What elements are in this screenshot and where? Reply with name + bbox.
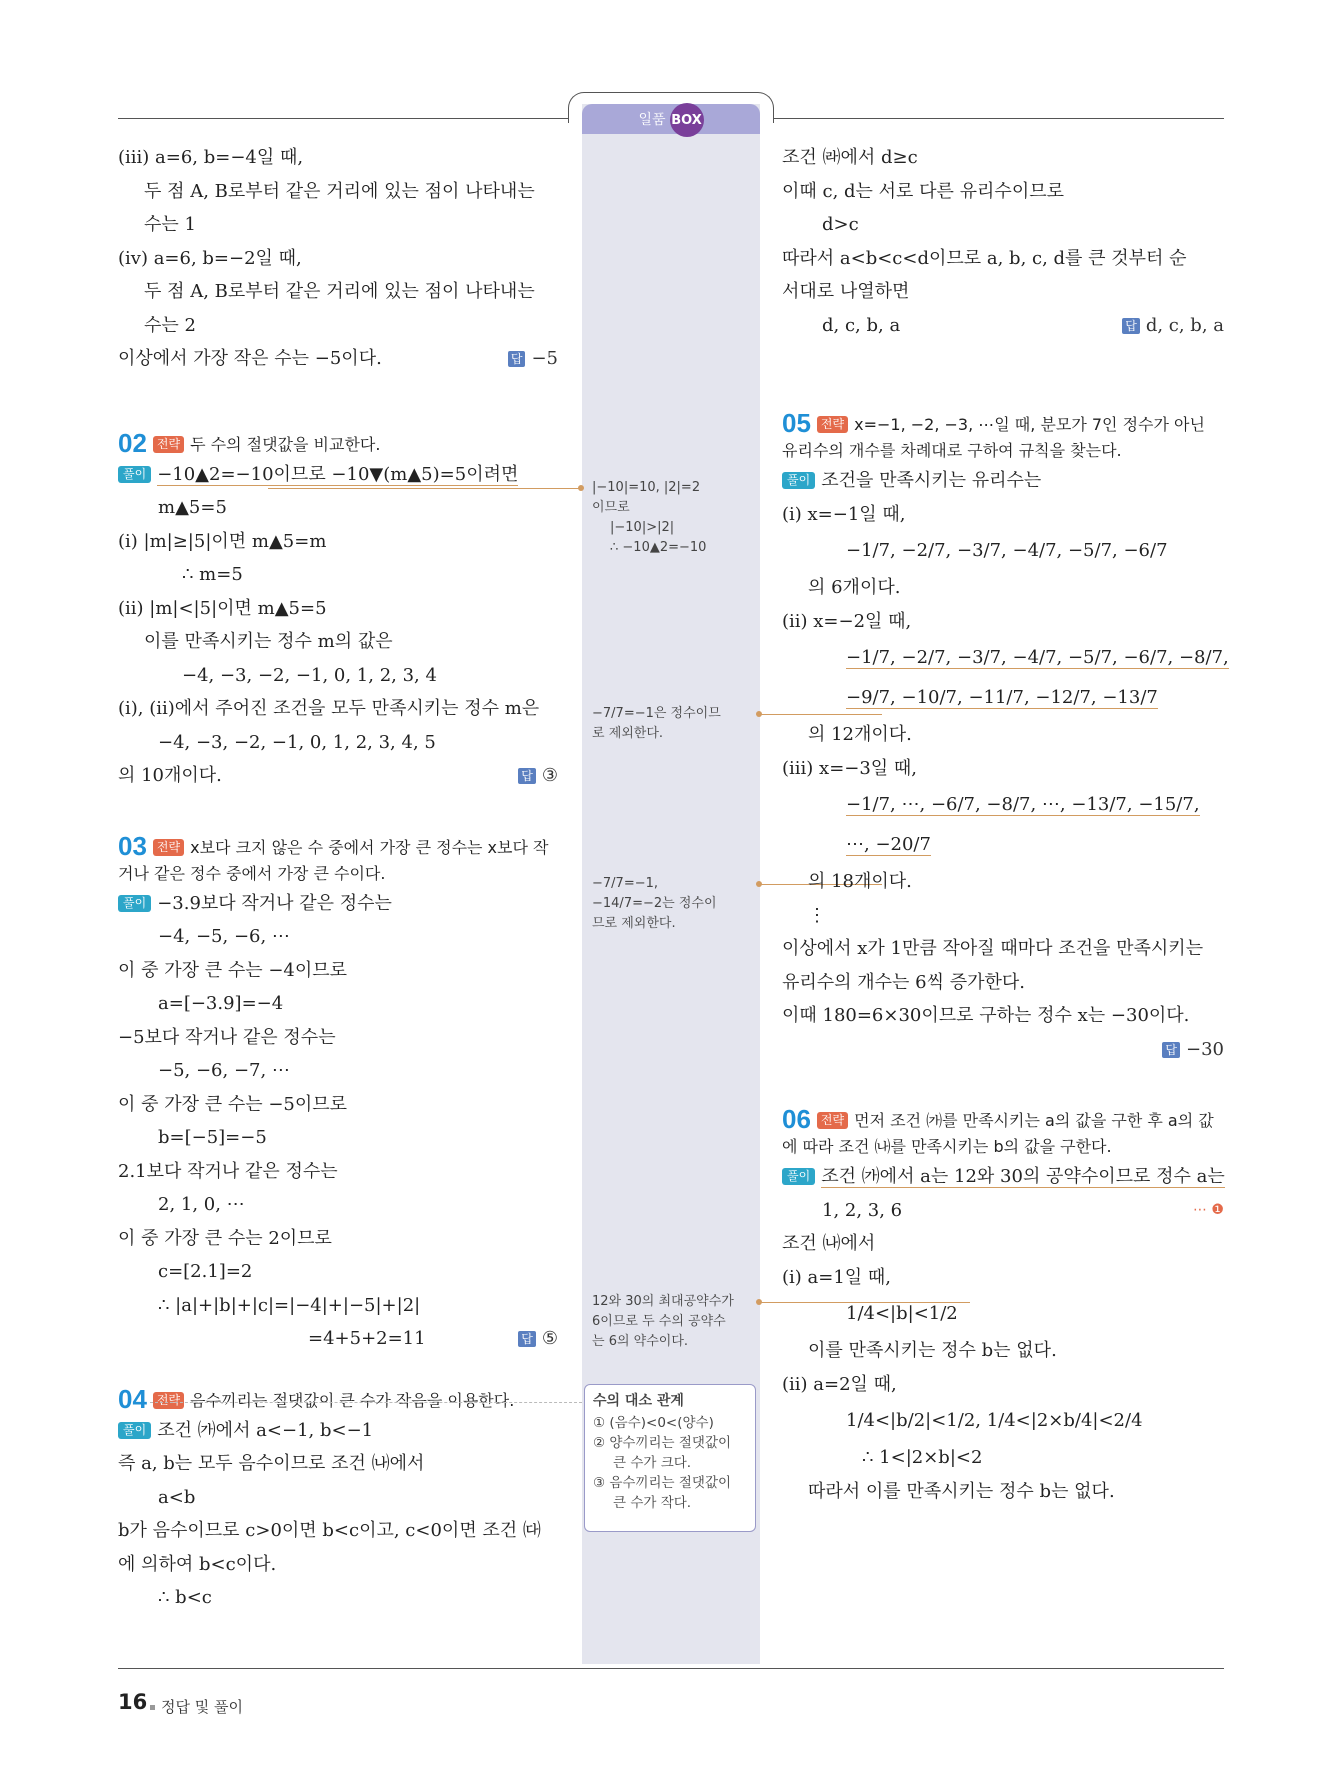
- fraction-text: −1/7, −2/7, −3/7, −4/7, −5/7, −6/7, −8/7,: [846, 647, 1229, 668]
- answer-mark: [518, 1322, 558, 1356]
- question-04-header: [118, 1383, 558, 1414]
- question-05-header: [782, 410, 1224, 464]
- box-item: 큰 수가 작다.: [613, 1495, 692, 1511]
- text-line: b가 음수이므로 c>0이면 b<c이고, c<0이면 조건 ㈐: [118, 1520, 541, 1541]
- strategy-badge: 전략: [153, 839, 184, 856]
- answer-value: ⑤: [541, 1328, 558, 1349]
- tab-box-badge: BOX: [670, 103, 704, 137]
- text-line: 유리수의 개수는 6씩 증가한다.: [782, 971, 1025, 993]
- answer-mark: [518, 759, 558, 793]
- conclusion-line: [118, 759, 558, 793]
- answer-mark: [1122, 309, 1224, 343]
- strategy-text: 음수끼리는 절댓값이 큰 수가 작음을 이용한다.: [190, 1390, 515, 1410]
- text-line: −5, −6, −7, ⋯: [158, 1060, 290, 1081]
- answer-value: ③: [541, 765, 558, 786]
- fraction-text: −1/7, ⋯, −6/7, −8/7, ⋯, −13/7, −15/7,: [846, 794, 1200, 815]
- strategy-text: 먼저 조건 ㈎를 만족시키는 a의 값을 구한 후 a의 값에 따라 조건 ㈏를 만족시키는 b의 값을 구한다.: [782, 1111, 1214, 1156]
- text-line: d>c: [822, 214, 859, 235]
- page-number: 16: [118, 1690, 148, 1714]
- note-line: |−10|>|2|: [610, 520, 675, 535]
- fraction-line: [782, 825, 1224, 865]
- text-line: (ⅰ), (ⅱ)에서 주어진 조건을 모두 만족시키는 정수 m은: [118, 698, 540, 719]
- text-line: c=[2.1]=2: [158, 1261, 253, 1282]
- question-number: 06: [782, 1104, 811, 1134]
- question-06-header: [782, 1106, 1224, 1160]
- strategy-badge: 전략: [817, 416, 848, 433]
- answer-value: d, c, b, a: [1145, 314, 1224, 336]
- fraction-line: [782, 678, 1224, 718]
- conclusion-line: [118, 1322, 558, 1356]
- text-line: =4+5+2=11: [308, 1328, 426, 1349]
- text-line: a<b: [158, 1486, 196, 1508]
- text-line: 의 18개이다.: [808, 871, 912, 892]
- text-line: ∴ 1<|2×b|<2: [862, 1447, 983, 1468]
- text-line: 조건을 만족시키는 유리수는: [821, 470, 1042, 491]
- text-line: 두 점 A, B로부터 같은 거리에 있는 점이 나타내는: [144, 180, 535, 202]
- text-line: 따라서 a<b<c<d이므로 a, b, c, d를 큰 것부터 순: [782, 247, 1187, 269]
- note-line: −7/7=−1,: [592, 876, 659, 891]
- reference-mark: ⋯ ❶: [1192, 1201, 1224, 1218]
- text-line-with-ref: [782, 1194, 1224, 1228]
- note-line: −7/7=−1은 정수이므: [592, 706, 721, 721]
- solution-badge: 풀이: [118, 466, 151, 483]
- strategy-text: x보다 크지 않은 수 중에서 가장 큰 정수는 x보다 작거나 같은 정수 중에서 가장 큰 수이다.: [118, 837, 549, 883]
- text-line: ∴ b<c: [158, 1587, 212, 1608]
- text-line: (ⅱ) a=2일 때,: [782, 1373, 897, 1395]
- ellipsis-line: ⋮: [808, 904, 826, 926]
- answer-tag: 답: [508, 351, 526, 367]
- text-line: 서대로 나열하면: [782, 281, 910, 302]
- conclusion-line: [782, 309, 1224, 343]
- answer-tag: 답: [518, 1331, 536, 1347]
- note-line: |−10|=10, |2|=2: [592, 480, 701, 495]
- tab-prefix: 일품: [638, 112, 666, 128]
- note-line: 12와 30의 최대공약수가: [592, 1294, 734, 1309]
- leader-dot: [756, 711, 762, 717]
- solution-first-line: [118, 1414, 558, 1448]
- strategy-badge: 전략: [817, 1112, 848, 1129]
- box-title: 수의 대소 관계: [593, 1393, 684, 1409]
- bottom-rule: [118, 1668, 1224, 1669]
- text-line: (ⅰ) x=−1일 때,: [782, 503, 906, 525]
- text-line: 의 10개이다.: [118, 765, 222, 786]
- question-number: 02: [118, 427, 147, 458]
- text-line: −10▲2=−10이므로 −10▼(m▲5)=5이려면: [157, 463, 519, 485]
- answer-value: −5: [531, 348, 558, 369]
- side-column-tab: [582, 104, 760, 134]
- dashed-separator: [150, 1402, 582, 1403]
- question-number: 05: [782, 408, 811, 438]
- leader-dot: [756, 881, 762, 887]
- strategy-badge: 전략: [153, 1392, 184, 1409]
- text-line: (ⅰ) a=1일 때,: [782, 1266, 892, 1288]
- note-line: 는 6의 약수이다.: [592, 1334, 689, 1349]
- question-number: 03: [118, 830, 147, 861]
- box-item: 큰 수가 크다.: [613, 1455, 692, 1471]
- box-item: ① (음수)<0<(양수): [593, 1415, 714, 1431]
- answer-mark: [508, 342, 558, 376]
- text-line: (ⅲ) a=6, b=−4일 때,: [118, 147, 304, 168]
- note-line: 로 제외한다.: [592, 726, 664, 741]
- text-line: 이를 만족시키는 정수 b는 없다.: [808, 1340, 1057, 1361]
- text-line: 즉 a, b는 모두 음수이므로 조건 ㈏에서: [118, 1453, 425, 1474]
- text-line: −4, −3, −2, −1, 0, 1, 2, 3, 4: [182, 664, 437, 686]
- fraction-line: [782, 638, 1229, 678]
- answer-tag: 답: [518, 768, 536, 784]
- text-line: ∴ m=5: [182, 564, 243, 585]
- fraction-text: ⋯, −20/7: [846, 834, 931, 855]
- solution-badge: 풀이: [118, 1422, 151, 1439]
- text-line: (ⅱ) x=−2일 때,: [782, 610, 912, 632]
- text-line: (ⅲ) x=−3일 때,: [782, 757, 918, 779]
- text-line: 이를 만족시키는 정수 m의 값은: [144, 631, 393, 652]
- text-line: 에 의하여 b<c이다.: [118, 1553, 277, 1575]
- footer-label: 정답 및 풀이: [150, 1696, 243, 1717]
- text-line: 수는 1: [144, 214, 196, 235]
- text-line: −4, −5, −6, ⋯: [158, 926, 290, 947]
- text-line: (ⅰ) |m|≥|5|이면 m▲5=m: [118, 530, 327, 552]
- solution-badge: 풀이: [782, 472, 815, 489]
- solution-first-line: [118, 458, 558, 492]
- text-line: 두 점 A, B로부터 같은 거리에 있는 점이 나타내는: [144, 281, 535, 302]
- text-line: ∴ |a|+|b|+|c|=|−4|+|−5|+|2|: [158, 1294, 421, 1316]
- text-line: 수는 2: [144, 314, 196, 336]
- conclusion-line: [118, 342, 558, 376]
- note-line: 이므로: [592, 500, 630, 515]
- fraction-line: [782, 785, 1224, 825]
- text-line: 이때 c, d는 서로 다른 유리수이므로: [782, 180, 1064, 202]
- text-line: 의 12개이다.: [808, 724, 912, 745]
- text-line: 의 6개이다.: [808, 577, 901, 598]
- fraction-line: 1/4<|b|<1/2: [846, 1303, 958, 1324]
- text-line: 이 중 가장 큰 수는 −4이므로: [118, 959, 348, 981]
- text-line: −4, −3, −2, −1, 0, 1, 2, 3, 4, 5: [158, 731, 436, 753]
- answer-line: [782, 1033, 1224, 1067]
- text-line: 2.1보다 작거나 같은 정수는: [118, 1160, 338, 1182]
- text-line: −5보다 작거나 같은 정수는: [118, 1026, 336, 1048]
- side-note-gcd: [592, 1292, 752, 1352]
- text-line: (ⅳ) a=6, b=−2일 때,: [118, 247, 302, 269]
- text-line: −3.9보다 작거나 같은 정수는: [157, 892, 392, 914]
- text-line: m▲5=5: [158, 497, 227, 518]
- text-line: (ⅱ) |m|<|5|이면 m▲5=5: [118, 597, 327, 619]
- strategy-text: x=−1, −2, −3, ⋯일 때, 분모가 7인 정수가 아닌 유리수의 개수를 차례대로 구하여 규칙을 찾는다.: [782, 415, 1205, 460]
- side-note-abs: [592, 478, 752, 558]
- answer-tag: 답: [1122, 318, 1140, 334]
- number-order-box: [584, 1384, 756, 1532]
- strategy-badge: 전략: [153, 436, 184, 453]
- solution-first-line: [782, 1160, 1224, 1194]
- question-number: 04: [118, 1383, 147, 1414]
- text-line: a=[−3.9]=−4: [158, 993, 284, 1014]
- leader-dot: [578, 485, 584, 491]
- side-note-exclude-2: [592, 874, 752, 934]
- fraction-line: 1/4<|b/2|<1/2, 1/4<|2×b/4|<2/4: [846, 1410, 1143, 1431]
- text-line: b=[−5]=−5: [158, 1127, 267, 1148]
- text-line: 이상에서 가장 작은 수는 −5이다.: [118, 348, 382, 369]
- note-line: −14/7=−2는 정수이: [592, 896, 717, 911]
- box-item: ② 양수끼리는 절댓값이: [593, 1435, 732, 1451]
- text-line: 조건 ㈎에서 a는 12와 30의 공약수이므로 정수 a는: [821, 1166, 1225, 1187]
- text-line: 이 중 가장 큰 수는 −5이므로: [118, 1093, 348, 1115]
- solution-first-line: [118, 887, 558, 921]
- strategy-text: 두 수의 절댓값을 비교한다.: [190, 434, 381, 454]
- text-line: 이상에서 x가 1만큼 작아질 때마다 조건을 만족시키는: [782, 938, 1204, 959]
- text-line: 조건 ㈑에서 d≥c: [782, 147, 918, 168]
- text-line: d, c, b, a: [822, 314, 901, 336]
- text-line: 이때 180=6×30이므로 구하는 정수 x는 −30이다.: [782, 1005, 1190, 1026]
- box-item: ③ 음수끼리는 절댓값이: [593, 1475, 732, 1491]
- leader-line: [268, 488, 580, 489]
- question-02-header: [118, 427, 558, 458]
- text-line: 조건 ㈏에서: [782, 1233, 876, 1254]
- solution-badge: 풀이: [118, 895, 151, 912]
- left-column: [118, 141, 558, 1615]
- answer-value: −30: [1186, 1038, 1224, 1060]
- note-line: 6이므로 두 수의 공약수: [592, 1314, 726, 1329]
- text-line: 조건 ㈎에서 a<−1, b<−1: [157, 1419, 374, 1441]
- text-line: 이 중 가장 큰 수는 2이므로: [118, 1227, 332, 1249]
- text-line: 따라서 이를 만족시키는 정수 b는 없다.: [808, 1480, 1115, 1502]
- right-column: [782, 141, 1229, 1508]
- side-note-exclude-1: [592, 704, 752, 744]
- text-line: 2, 1, 0, ⋯: [158, 1194, 245, 1215]
- solution-badge: 풀이: [782, 1168, 815, 1185]
- question-03-header: [118, 830, 558, 887]
- text-line: 1, 2, 3, 6: [822, 1199, 903, 1221]
- answer-mark: [1162, 1039, 1224, 1060]
- leader-dot: [756, 1299, 762, 1305]
- solution-first-line: [782, 464, 1224, 498]
- fraction-line: −1/7, −2/7, −3/7, −4/7, −5/7, −6/7: [846, 540, 1168, 561]
- note-line: ∴ −10▲2=−10: [610, 540, 707, 555]
- answer-tag: 답: [1162, 1042, 1180, 1058]
- fraction-text: −9/7, −10/7, −11/7, −12/7, −13/7: [846, 687, 1158, 708]
- note-line: 므로 제외한다.: [592, 916, 676, 931]
